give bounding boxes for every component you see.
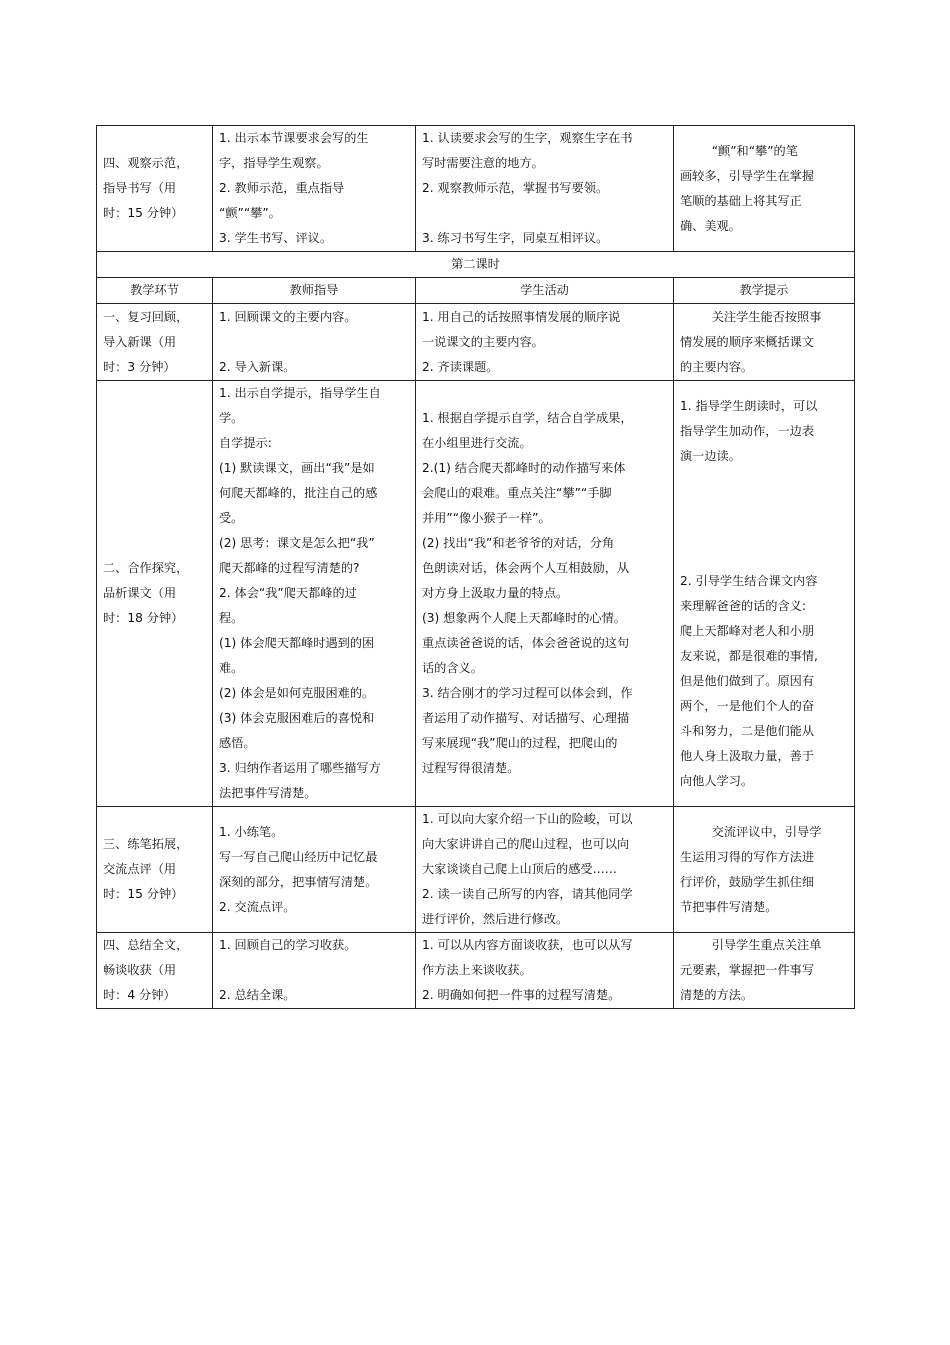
teacher-line: 自学提示: (219, 436, 272, 450)
tips-line: 节把事件写清楚。 (680, 899, 778, 914)
student-line: 重点读爸爸说的话，体会爸爸说的这句 (422, 636, 630, 650)
student-line: 2. 读一读自己所写的内容，请其他同学 (422, 887, 633, 901)
stage-line: 时：3 分钟） (103, 359, 176, 374)
tips-cell (674, 381, 855, 807)
blank-line (219, 330, 409, 355)
student-line: 作方法上来谈收获。 (422, 963, 532, 977)
stage-line: 时：4 分钟） (103, 988, 176, 1002)
student-cell (416, 126, 674, 252)
tips-line: 行评价，鼓励学生抓住细 (680, 874, 815, 889)
teacher-line: 1. 回顾课文的主要内容。 (219, 309, 357, 324)
teacher-line: 何爬天都峰的，批注自己的感 (219, 486, 378, 500)
tips-line: 的主要内容。 (680, 359, 754, 374)
student-line: 进行评价，然后进行修改。 (422, 912, 569, 926)
teacher-cell (213, 381, 416, 807)
tips-line: 交流评议中，引导学 (711, 824, 822, 839)
student-line: 写来展现“我”爬山的过程，把爬山的 (422, 736, 618, 750)
blank-line (422, 201, 667, 226)
lesson-plan-table (96, 125, 855, 1009)
stage-line: 时：15 分钟） (103, 206, 184, 220)
teacher-line: 2. 总结全课。 (219, 988, 296, 1002)
tips-line: 元要素，掌握把一件事写 (680, 963, 815, 977)
tips-line: 他人身上汲取力量，善于 (680, 748, 815, 763)
student-cell (416, 933, 674, 1009)
teacher-line: 受。 (219, 511, 244, 525)
stage-line: 时：15 分钟） (103, 887, 184, 901)
stage-line: 导入新课（用 (103, 334, 177, 349)
student-line: 3. 练习书写生字，同桌互相评议。 (422, 231, 609, 245)
tips-line: 但是他们做到了。原因有 (680, 673, 815, 688)
teacher-line: 字，指导学生观察。 (219, 156, 329, 170)
tips-line: 生运用习得的写作方法进 (680, 849, 815, 864)
blank-line (680, 544, 848, 569)
student-line: 2. 齐读课题。 (422, 359, 499, 374)
column-header: 学生活动 (416, 278, 674, 304)
student-line: 会爬山的艰难。重点关注“攀”“手脚 (422, 486, 612, 500)
stage-cell (97, 933, 213, 1009)
student-line: 在小组里进行交流。 (422, 436, 532, 450)
student-line: 向大家讲讲自己的爬山过程，也可以向 (422, 837, 630, 851)
blank-line (219, 958, 409, 983)
teacher-line: 1. 出示自学提示，指导学生自 (219, 386, 381, 400)
student-line: 一说课文的主要内容。 (422, 334, 544, 349)
tips-line: “颤”和“攀”的笔 (711, 143, 798, 158)
column-header: 教学环节 (97, 278, 213, 304)
teacher-line: 感悟。 (219, 736, 256, 750)
table-row (97, 381, 855, 807)
student-line: 2. 观察教师示范，掌握书写要领。 (422, 181, 609, 195)
tips-line: 指导学生加动作，一边表 (680, 423, 815, 438)
stage-line: 四、观察示范， (103, 156, 189, 170)
tips-line: 向他人学习。 (680, 773, 754, 788)
stage-line: 二、合作探究， (103, 561, 189, 575)
tips-line: 来理解爸爸的话的含义: (680, 598, 806, 613)
student-line: 色朗读对话，体会两个人互相鼓励，从 (422, 561, 630, 575)
stage-line: 时：18 分钟） (103, 611, 184, 625)
student-line: 写时需要注意的地方。 (422, 156, 544, 170)
teacher-cell (213, 807, 416, 933)
tips-line: 关注学生能否按照事 (711, 309, 822, 324)
teacher-line: 2. 教师示范，重点指导 (219, 181, 345, 195)
teacher-line: 3. 学生书写、评议。 (219, 231, 333, 245)
column-header: 教学提示 (674, 278, 855, 304)
teacher-line: 法把事件写清楚。 (219, 786, 317, 800)
student-line: 2. 明确如何把一件事的过程写清楚。 (422, 988, 621, 1002)
tips-line: 2. 引导学生结合课文内容 (680, 573, 818, 588)
teacher-line: 写一写自己爬山经历中记忆最 (219, 849, 378, 864)
student-cell (416, 304, 674, 381)
teacher-line: 难。 (219, 661, 244, 675)
tips-line: 清楚的方法。 (680, 988, 754, 1002)
teacher-line: (2) 思考：课文是怎么把“我” (219, 536, 375, 550)
stage-line: 三、练笔拓展， (103, 837, 189, 851)
tips-line: 画较多，引导学生在掌握 (680, 168, 815, 183)
student-line: 过程写得很清楚。 (422, 761, 520, 775)
tips-line: 两个，一是他们个人的奋 (680, 698, 815, 713)
header-row (97, 278, 855, 304)
stage-cell (97, 807, 213, 933)
blank-line (680, 494, 848, 519)
blank-line (680, 469, 848, 494)
student-line: (3) 想象两个人爬上天都峰时的心情。 (422, 611, 626, 625)
teacher-line: “颤”“攀”。 (219, 206, 281, 220)
teacher-line: 深刻的部分，把事情写清楚。 (219, 874, 378, 889)
tips-cell (674, 807, 855, 933)
student-line: 对方身上汲取力量的特点。 (422, 586, 569, 600)
table-row (97, 126, 855, 252)
student-line: 3. 结合刚才的学习过程可以体会到，作 (422, 686, 633, 700)
student-line: 2.(1) 结合爬天都峰时的动作描写来体 (422, 461, 626, 475)
student-line: 并用”“像小猴子一样”。 (422, 511, 551, 525)
teacher-line: 2. 导入新课。 (219, 359, 296, 374)
teacher-line: (3) 体会克服困难后的喜悦和 (219, 711, 375, 725)
tips-cell (674, 304, 855, 381)
tips-line: 情发展的顺序来概括课文 (680, 334, 815, 349)
student-line: 大家谈谈自己爬上山顶后的感受…… (422, 862, 617, 876)
stage-cell (97, 381, 213, 807)
tips-line: 笔顺的基础上将其写正 (680, 193, 802, 208)
student-line: 话的含义。 (422, 661, 483, 675)
stage-line: 交流点评（用 (103, 862, 177, 876)
teacher-line: 1. 出示本节课要求会写的生 (219, 131, 369, 145)
tips-line: 引导学生重点关注单 (711, 938, 822, 952)
tips-line: 爬上天都峰对老人和小朋 (680, 623, 815, 638)
table-row (97, 304, 855, 381)
tips-line: 演一边读。 (680, 448, 741, 463)
table-row (97, 807, 855, 933)
student-line: 1. 用自己的话按照事情发展的顺序说 (422, 309, 621, 324)
tips-line: 1. 指导学生朗读时，可以 (680, 398, 818, 413)
tips-cell (674, 933, 855, 1009)
stage-line: 品析课文（用 (103, 586, 177, 600)
tips-line: 友来说，都是很难的事情, (680, 648, 818, 663)
teacher-line: 1. 回顾自己的学习收获。 (219, 938, 357, 952)
student-line: (2) 找出“我”和老爷爷的对话，分角 (422, 536, 615, 550)
student-line: 者运用了动作描写、对话描写、心理描 (422, 711, 630, 725)
stage-cell (97, 304, 213, 381)
section-title: 第二课时 (97, 252, 855, 278)
teacher-cell (213, 304, 416, 381)
teacher-line: 程。 (219, 611, 244, 625)
tips-line: 确、美观。 (680, 218, 741, 233)
teacher-line: (2) 体会是如何克服困难的。 (219, 686, 375, 700)
teacher-line: (1) 体会爬天都峰时遇到的困 (219, 636, 375, 650)
stage-cell (97, 126, 213, 252)
student-line: 1. 可以向大家介绍一下山的险峻，可以 (422, 812, 633, 826)
student-line: 1. 根据自学提示自学，结合自学成果， (422, 411, 633, 425)
teacher-line: 1. 小练笔。 (219, 824, 284, 839)
student-line: 1. 可以从内容方面谈收获，也可以从写 (422, 938, 633, 952)
teacher-cell (213, 126, 416, 252)
teacher-cell (213, 933, 416, 1009)
student-line: 1. 认读要求会写的生字，观察生字在书 (422, 131, 633, 145)
tips-line: 斗和努力，二是他们能从 (680, 723, 815, 738)
stage-line: 指导书写（用 (103, 181, 177, 195)
tips-cell (674, 126, 855, 252)
stage-line: 四、总结全文， (103, 938, 189, 952)
teacher-line: (1) 默读课文，画出“我”是如 (219, 461, 375, 475)
teacher-line: 爬天都峰的过程写清楚的? (219, 561, 360, 575)
teacher-line: 2. 交流点评。 (219, 899, 296, 914)
column-header: 教师指导 (213, 278, 416, 304)
stage-line: 一、复习回顾， (103, 309, 189, 324)
teacher-line: 3. 归纳作者运用了哪些描写方 (219, 761, 381, 775)
table-row (97, 933, 855, 1009)
teacher-line: 学。 (219, 411, 244, 425)
stage-line: 畅谈收获（用 (103, 963, 177, 977)
blank-line (680, 519, 848, 544)
section-title-row (97, 252, 855, 278)
student-cell (416, 807, 674, 933)
teacher-line: 2. 体会“我”爬天都峰的过 (219, 586, 357, 600)
student-cell (416, 381, 674, 807)
